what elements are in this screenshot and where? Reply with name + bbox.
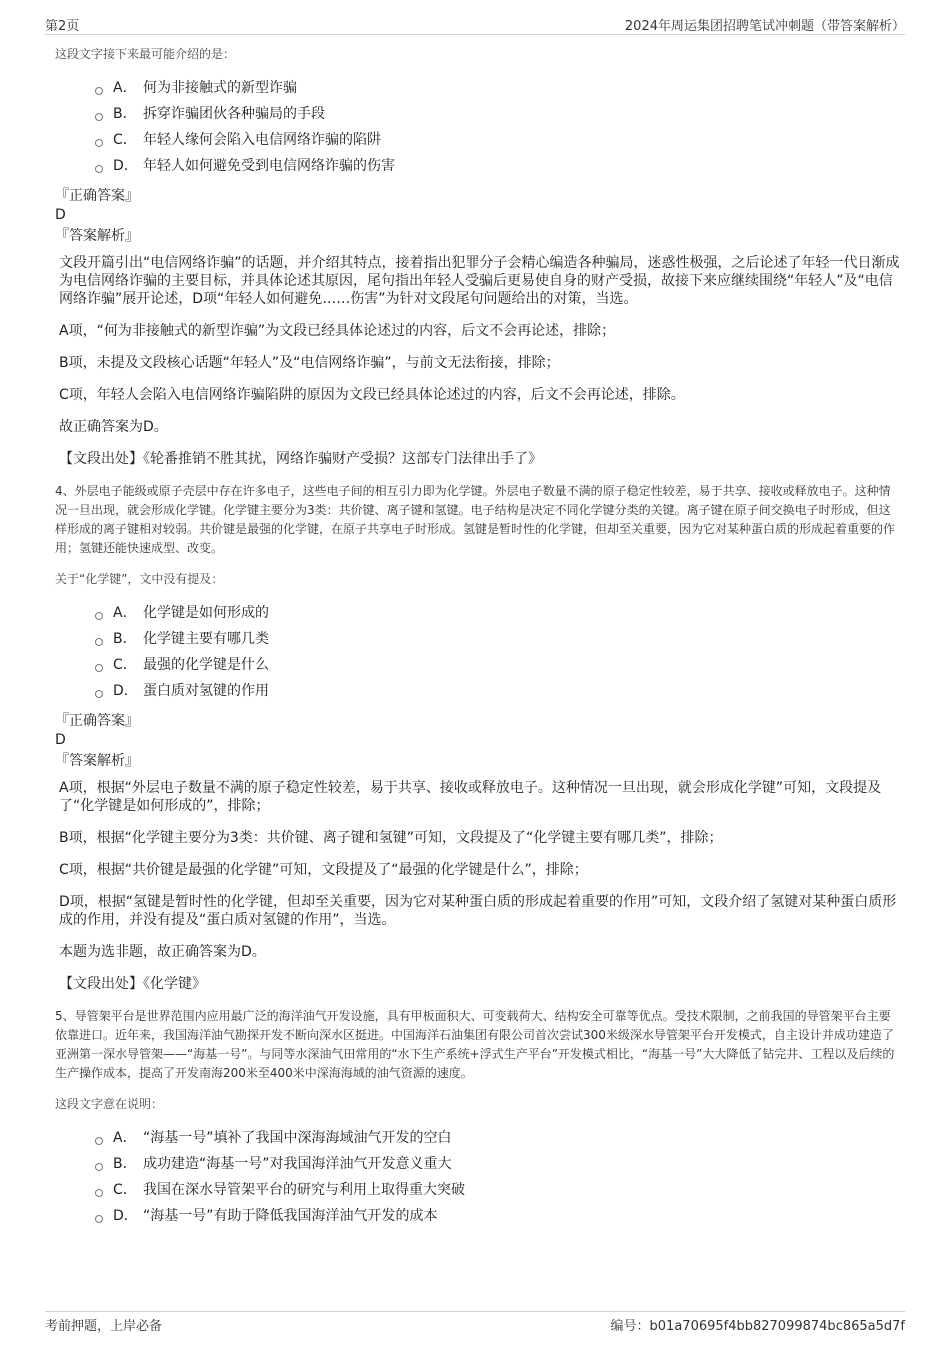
radio-icon[interactable] — [95, 664, 103, 672]
option-text: 何为非接触式的新型诈骗 — [143, 80, 297, 96]
option-text: 年轻人如何避免受到电信网络诈骗的伤害 — [143, 158, 395, 174]
page-number: 第2页 — [45, 19, 80, 34]
option-text: 年轻人缘何会陷入电信网络诈骗的陷阱 — [143, 132, 381, 148]
options-list — [95, 599, 900, 703]
option-text: 最强的化学键是什么 — [143, 657, 269, 673]
options-list — [95, 1124, 900, 1228]
source-citation: 【文段出处】《轮番推销不胜其扰，网络诈骗财产受损？这部专门法律出手了》 — [59, 451, 542, 467]
answer-value: D — [55, 207, 66, 223]
options-list — [95, 74, 900, 178]
analysis-paragraph: B项，根据“化学键主要分为3类：共价键、离子键和氢键”可知，文段提及了“化学键主要有哪几类”，排除； — [59, 830, 723, 846]
option-d[interactable] — [95, 677, 900, 703]
question-passage: 5、导管架平台是世界范围内应用最广泛的海洋油气开发设施，具有甲板面积大、可变载荷大、结构安全可靠等优点。受技术限制，之前我国的导管架平台主要依靠进口。近年来，我国海洋油气勘探开发不断向深水区挺进。中国海洋石油集团有限公司首次尝试300米级深水导管架平台开发模式，自主设计并成功建造了亚洲第一深水导管架——“海基一号”。与同等水深油气田常用的“水下生产系统+浮式生产平台”开发模式相比，“海基一号”大大降低了钻完井、工程以及后续的生产操作成本，提高了开发南海200米至400米中深海海域的油气资源的速度。 — [55, 1009, 895, 1080]
option-text: 化学键是如何形成的 — [143, 605, 269, 621]
question-stem: 这段文字接下来最可能介绍的是： — [55, 47, 236, 61]
document-id-value: b01a70695f4bb827099874bc865a5d7f — [649, 1319, 905, 1334]
option-letter: D． — [113, 158, 138, 174]
option-letter: A． — [113, 1130, 137, 1146]
radio-icon[interactable] — [95, 113, 103, 121]
option-letter: B． — [113, 1156, 137, 1172]
answer-value: D — [55, 732, 66, 748]
question-4 — [55, 482, 900, 993]
page-footer — [45, 1311, 905, 1336]
option-letter: C． — [113, 657, 137, 673]
radio-icon[interactable] — [95, 165, 103, 173]
option-text: 化学键主要有哪几类 — [143, 631, 269, 647]
document-id-label: 编号： — [610, 1319, 650, 1334]
analysis-paragraph: D项，根据“氢键是暂时性的化学键，但却至关重要，因为它对某种蛋白质的形成起着重要的作用”可知，文段介绍了氢键对某种蛋白质形成的作用，并没有提及“蛋白质对氢键的作用”，当选。 — [59, 894, 897, 928]
option-a[interactable] — [95, 74, 900, 100]
footer-slogan: 考前押题，上岸必备 — [45, 1319, 163, 1334]
option-b[interactable] — [95, 1150, 900, 1176]
analysis-label: 『答案解析』 — [55, 228, 139, 244]
answer-label: 『正确答案』 — [55, 713, 139, 729]
question-stem: 关于“化学键”，文中没有提及： — [55, 572, 224, 586]
option-d[interactable] — [95, 152, 900, 178]
question-3 — [55, 45, 900, 468]
radio-icon[interactable] — [95, 1137, 103, 1145]
option-letter: C． — [113, 132, 137, 148]
analysis-body — [59, 779, 900, 993]
radio-icon[interactable] — [95, 1215, 103, 1223]
option-letter: C． — [113, 1182, 137, 1198]
analysis-label: 『答案解析』 — [55, 753, 139, 769]
option-letter: B． — [113, 631, 137, 647]
option-c[interactable] — [95, 1176, 900, 1202]
option-letter: B． — [113, 106, 137, 122]
source-citation: 【文段出处】《化学键》 — [59, 976, 206, 992]
document-id — [611, 1315, 905, 1334]
radio-icon[interactable] — [95, 1189, 103, 1197]
analysis-paragraph: C项，年轻人会陷入电信网络诈骗陷阱的原因为文段已经具体论述过的内容，后文不会再论述，排除。 — [59, 387, 685, 403]
option-a[interactable] — [95, 599, 900, 625]
option-text: 我国在深水导管架平台的研究与利用上取得重大突破 — [143, 1182, 465, 1198]
document-content — [55, 45, 900, 1236]
analysis-body — [59, 254, 900, 468]
analysis-paragraph: A项，“何为非接触式的新型诈骗”为文段已经具体论述过的内容，后文不会再论述，排除； — [59, 323, 616, 339]
answer-label: 『正确答案』 — [55, 188, 139, 204]
option-c[interactable] — [95, 651, 900, 677]
analysis-paragraph: B项，未提及文段核心话题“年轻人”及“电信网络诈骗”，与前文无法衔接，排除； — [59, 355, 560, 371]
document-title: 2024年周运集团招聘笔试冲刺题（带答案解析） — [624, 19, 905, 34]
radio-icon[interactable] — [95, 139, 103, 147]
option-letter: A． — [113, 80, 137, 96]
analysis-paragraph: C项，根据“共价键是最强的化学键”可知，文段提及了“最强的化学键是什么”，排除； — [59, 862, 588, 878]
question-5 — [55, 1007, 900, 1228]
analysis-paragraph: 文段开篇引出“电信网络诈骗”的话题，并介绍其特点，接着指出犯罪分子会精心编造各种骗局，迷惑性极强，之后论述了年轻一代日渐成为电信网络诈骗的主要目标，并具体论述其原因，尾句指出年轻人受骗后更易使自身的财产受损，故接下来应继续围绕“年轻人”及“电信网络诈骗”展开论述，D项“年轻人如何避免……伤害”为针对文段尾句问题给出的对策，当选。 — [59, 255, 900, 307]
option-c[interactable] — [95, 126, 900, 152]
radio-icon[interactable] — [95, 690, 103, 698]
radio-icon[interactable] — [95, 638, 103, 646]
option-letter: A． — [113, 605, 137, 621]
option-letter: D． — [113, 683, 138, 699]
question-stem: 这段文字意在说明： — [55, 1097, 164, 1111]
radio-icon[interactable] — [95, 87, 103, 95]
page-header — [45, 12, 905, 35]
radio-icon[interactable] — [95, 1163, 103, 1171]
radio-icon[interactable] — [95, 612, 103, 620]
question-passage: 4、外层电子能级或原子壳层中存在许多电子，这些电子间的相互引力即为化学键。外层电子数量不满的原子稳定性较差，易于共享、接收或释放电子。这种情况一旦出现，就会形成化学键。化学键主要分为3类：共价键、离子键和氢键。电子结构是决定不同化学键分类的关键。离子键在原子间交换电子时形成，但这样形成的离子键相对较弱。共价键是最强的化学键，在原子共享电子时形成。氢键是暂时性的化学键，但却至关重要，因为它对某种蛋白质的形成起着重要的作用；氢键还能快速成型、改变。 — [55, 484, 896, 555]
option-text: “海基一号”有助于降低我国海洋油气开发的成本 — [143, 1208, 438, 1224]
analysis-paragraph: A项，根据“外层电子数量不满的原子稳定性较差，易于共享、接收或释放电子。这种情况一旦出现，就会形成化学键”可知，文段提及了“化学键是如何形成的”，排除； — [59, 780, 882, 814]
option-text: 成功建造“海基一号”对我国海洋油气开发意义重大 — [143, 1156, 452, 1172]
option-a[interactable] — [95, 1124, 900, 1150]
option-text: “海基一号”填补了我国中深海海域油气开发的空白 — [143, 1130, 452, 1146]
analysis-paragraph: 本题为选非题，故正确答案为D。 — [59, 944, 266, 960]
option-d[interactable] — [95, 1202, 900, 1228]
option-b[interactable] — [95, 625, 900, 651]
option-b[interactable] — [95, 100, 900, 126]
option-text: 拆穿诈骗团伙各种骗局的手段 — [143, 106, 325, 122]
option-text: 蛋白质对氢键的作用 — [143, 683, 269, 699]
option-letter: D． — [113, 1208, 138, 1224]
analysis-paragraph: 故正确答案为D。 — [59, 419, 168, 435]
